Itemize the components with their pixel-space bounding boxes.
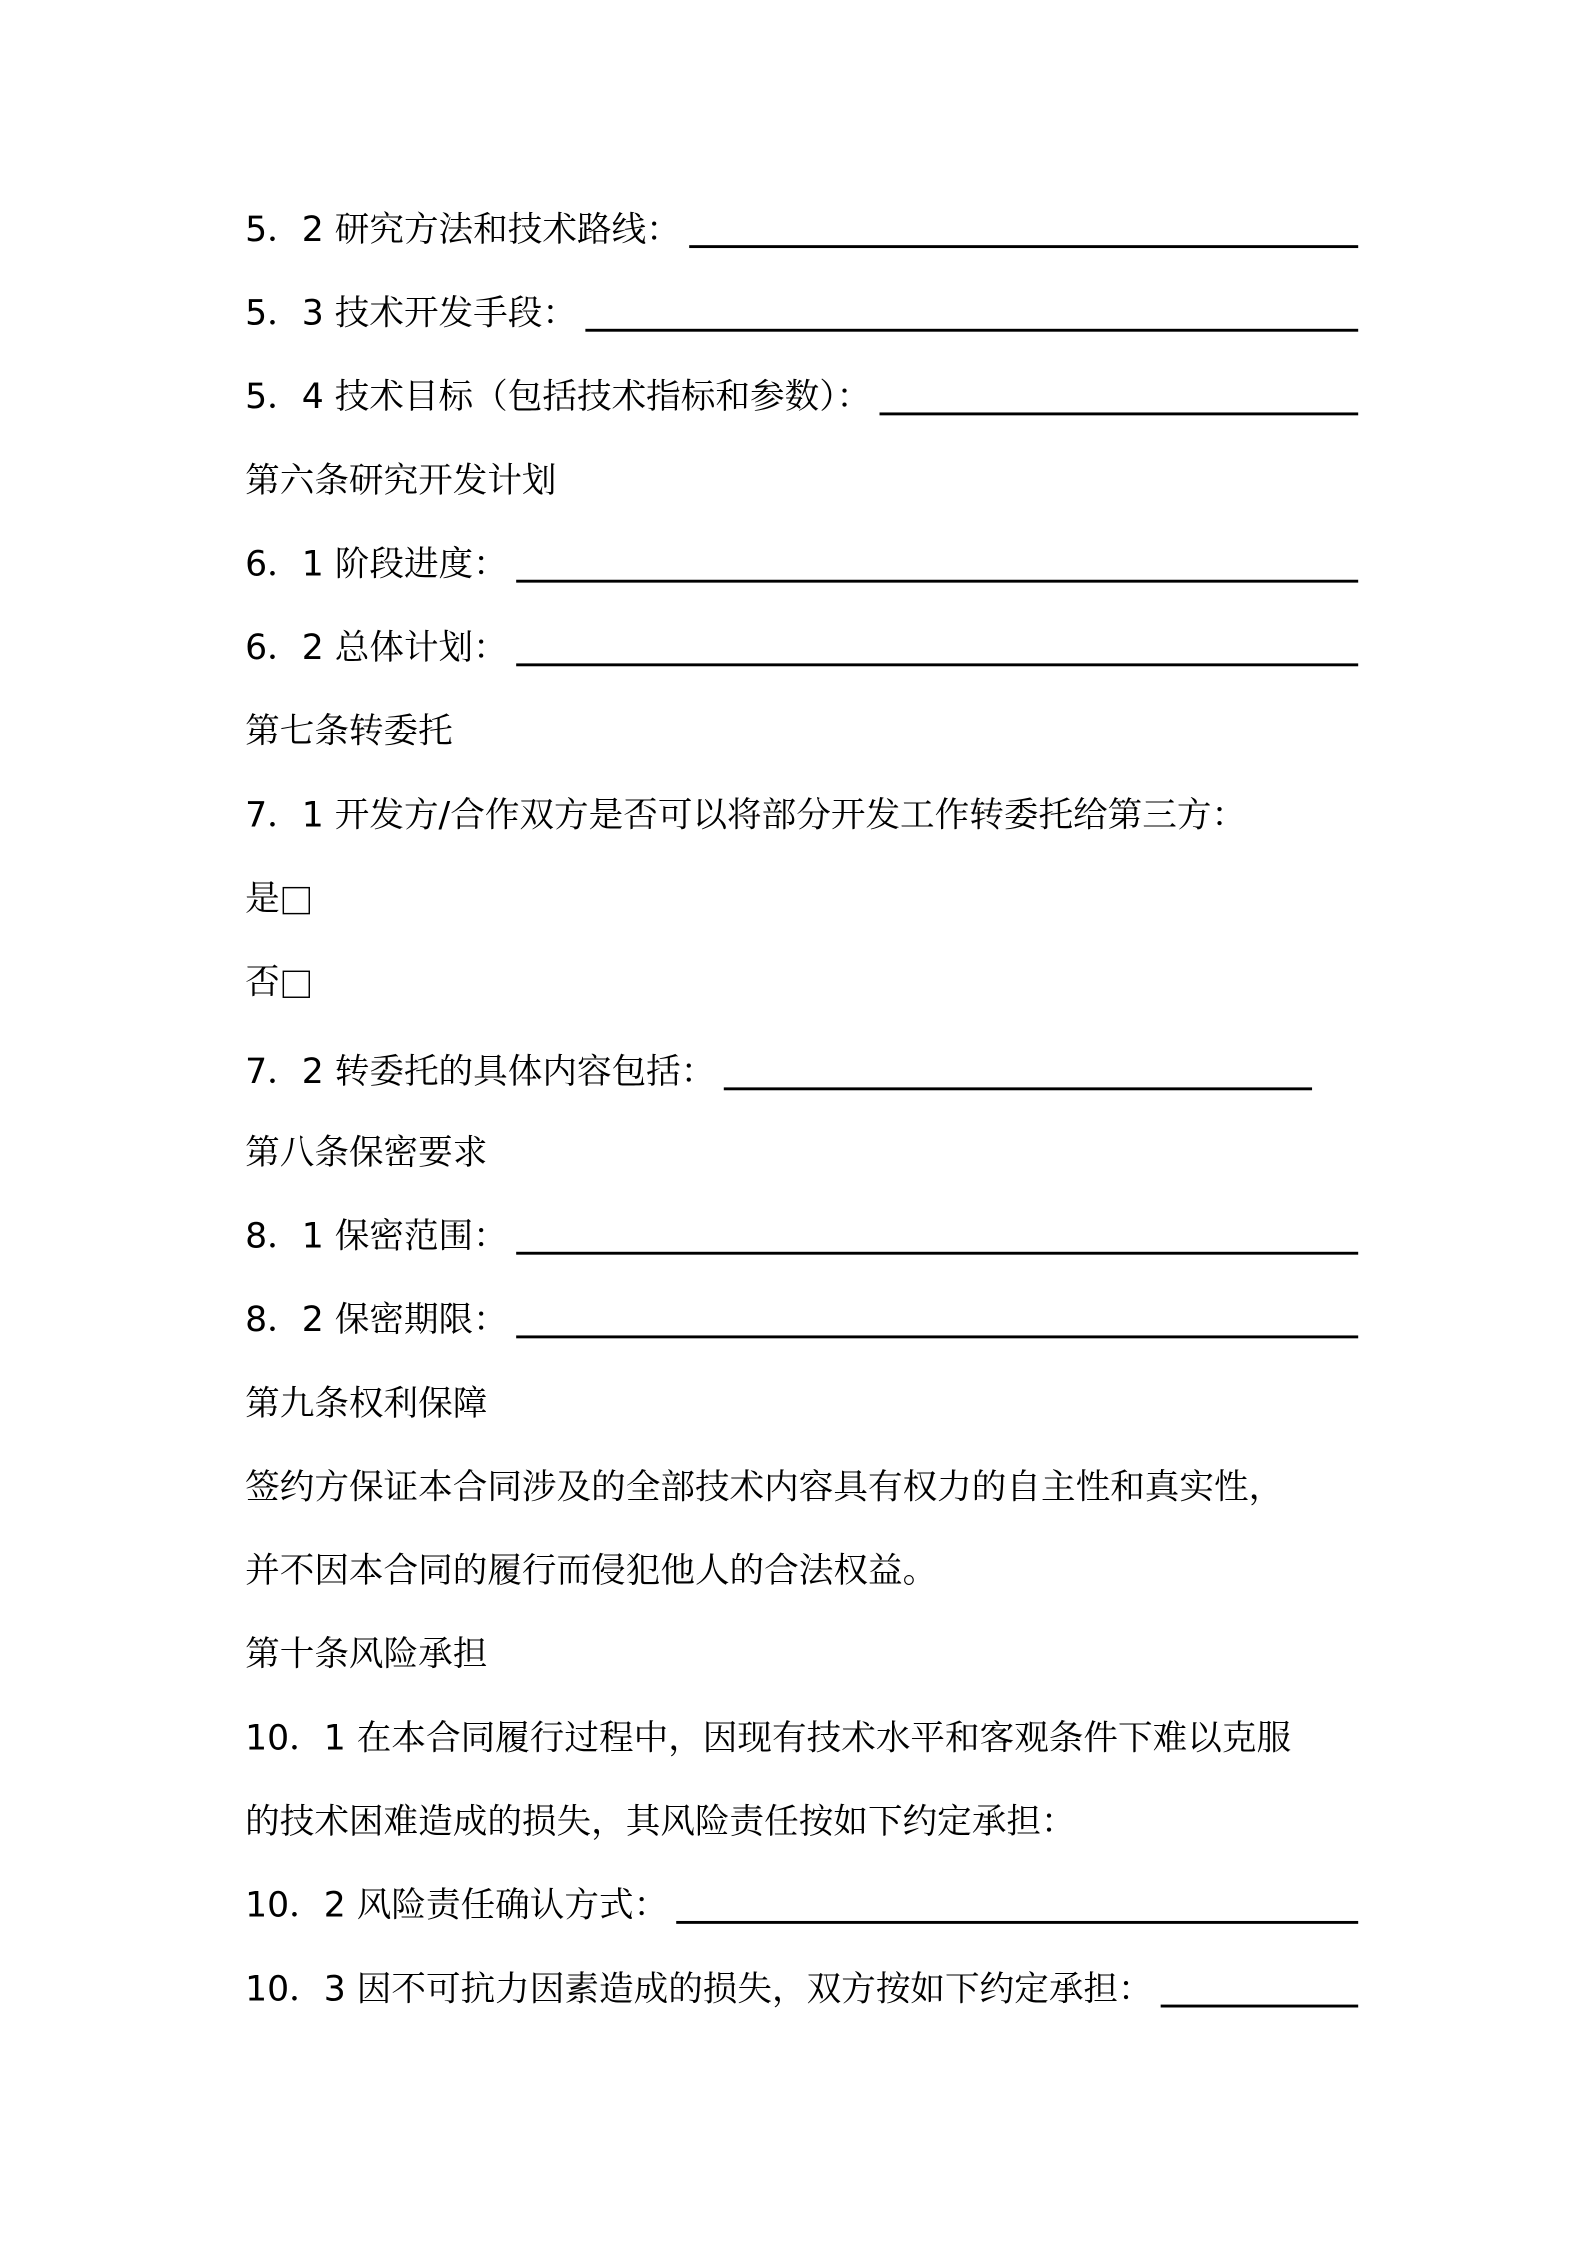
article-10-heading xyxy=(245,1631,487,1677)
option-yes xyxy=(245,875,310,921)
clause-5-2 xyxy=(245,206,1358,252)
clause-6-2 xyxy=(245,624,1358,670)
clause-6-2-blank[interactable] xyxy=(516,662,1358,666)
yes-checkbox[interactable] xyxy=(283,887,310,914)
clause-7-2-label: 7．2 转委托的具体内容包括： xyxy=(245,1051,716,1092)
article-8-heading xyxy=(245,1129,487,1175)
option-no xyxy=(245,959,310,1005)
article-8-title: 第八条保密要求 xyxy=(245,1132,488,1173)
clause-7-1 xyxy=(245,792,1246,838)
clause-10-3-label: 10．3 因不可抗力因素造成的损失，双方按如下约定承担： xyxy=(245,1968,1153,2009)
clause-7-2-blank[interactable] xyxy=(724,1086,1312,1090)
article-7-heading xyxy=(245,708,453,754)
article-9-paragraph-line-1: 签约方保证本合同涉及的全部技术内容具有权力的自主性和真实性， xyxy=(245,1466,1284,1508)
article-9-title: 第九条权利保障 xyxy=(245,1383,488,1424)
article-9-heading xyxy=(245,1380,487,1426)
option-no-label: 否 xyxy=(245,961,280,1003)
clause-5-4-blank[interactable] xyxy=(880,411,1358,415)
article-6-title: 第六条研究开发计划 xyxy=(245,460,557,501)
clause-5-3-label: 5．3 技术开发手段： xyxy=(245,292,577,334)
article-10-title: 第十条风险承担 xyxy=(245,1633,488,1675)
article-6-heading xyxy=(245,457,556,503)
clause-10-2-blank[interactable] xyxy=(677,1920,1358,1924)
clause-8-1-blank[interactable] xyxy=(516,1250,1358,1254)
clause-8-1 xyxy=(245,1213,1358,1259)
article-9-text-2 xyxy=(245,1547,937,1593)
clause-6-1-label: 6．1 阶段进度： xyxy=(245,543,508,585)
clause-8-2-label: 8．2 保密期限： xyxy=(245,1299,508,1340)
clause-8-2 xyxy=(245,1297,1358,1343)
clause-5-2-label: 5．2 研究方法和技术路线： xyxy=(245,209,681,250)
article-7-title: 第七条转委托 xyxy=(245,710,453,752)
no-checkbox[interactable] xyxy=(283,971,310,998)
clause-10-2 xyxy=(245,1882,1358,1928)
article-9-paragraph-line-2: 并不因本合同的履行而侵犯他人的合法权益。 xyxy=(245,1550,938,1591)
clause-10-3 xyxy=(245,1966,1358,2012)
clause-10-1-line-1 xyxy=(245,1715,1291,1761)
clause-6-2-label: 6．2 总体计划： xyxy=(245,627,508,668)
clause-7-1-label: 7．1 开发方/合作双方是否可以将部分开发工作转委托给第三方： xyxy=(245,794,1247,836)
clause-8-2-blank[interactable] xyxy=(516,1334,1358,1338)
clause-7-2 xyxy=(245,1048,1312,1094)
clause-6-1 xyxy=(245,541,1358,587)
clause-8-1-label: 8．1 保密范围： xyxy=(245,1215,508,1257)
clause-5-4 xyxy=(245,374,1358,420)
clause-10-2-label: 10．2 风险责任确认方式： xyxy=(245,1884,669,1926)
clause-10-1-text-1: 10．1 在本合同履行过程中，因现有技术水平和客观条件下难以克服 xyxy=(245,1717,1292,1758)
article-9-text-1 xyxy=(245,1464,1283,1510)
clause-5-4-label: 5．4 技术目标（包括技术指标和参数）： xyxy=(245,376,872,417)
clause-10-3-blank[interactable] xyxy=(1161,2003,1358,2007)
clause-5-2-blank[interactable] xyxy=(689,244,1358,248)
option-yes-label: 是 xyxy=(245,878,280,919)
clause-10-1-line-2 xyxy=(245,1798,1075,1844)
clause-6-1-blank[interactable] xyxy=(516,578,1358,582)
clause-5-3-blank[interactable] xyxy=(586,327,1359,331)
clause-5-3 xyxy=(245,290,1358,336)
clause-10-1-text-2: 的技术困难造成的损失，其风险责任按如下约定承担： xyxy=(245,1801,1076,1842)
